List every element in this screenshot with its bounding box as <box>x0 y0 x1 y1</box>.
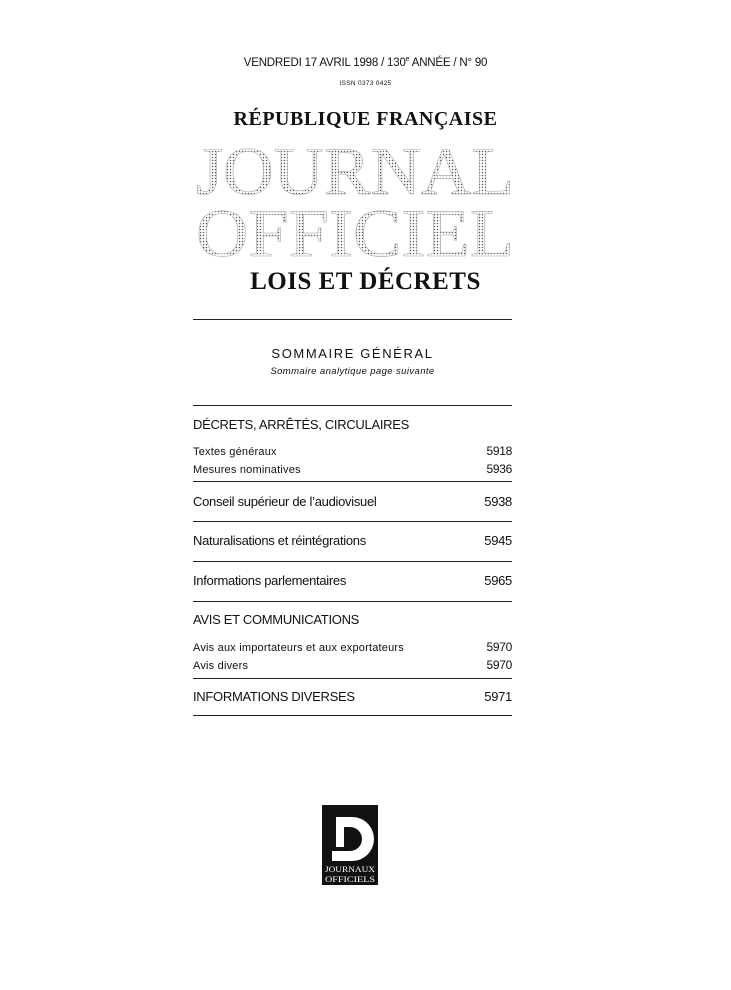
toc-page: 5971 <box>484 689 512 704</box>
toc-page: 5965 <box>484 573 512 588</box>
toc-label: INFORMATIONS DIVERSES <box>193 689 355 704</box>
toc-page: 5970 <box>486 658 512 672</box>
divider <box>193 601 512 602</box>
toc-label: Mesures nominatives <box>193 464 301 476</box>
toc-label: Informations parlementaires <box>193 573 347 588</box>
toc-label: Avis divers <box>193 660 249 672</box>
toc-label: Avis aux importateurs et aux exportateurs <box>193 642 404 654</box>
toc-row-textes-generaux[interactable] <box>193 444 512 458</box>
toc-page: 5936 <box>486 462 512 476</box>
logo-line1: JOURNAUX <box>325 864 375 874</box>
issn: ISSN 0373 0425 <box>339 80 392 87</box>
divider <box>193 405 512 406</box>
divider <box>193 678 512 679</box>
masthead-line1: JOURNAL <box>196 138 514 209</box>
toc-row-naturalisations[interactable] <box>193 533 512 548</box>
toc-page: 5918 <box>486 444 512 458</box>
toc-label: Naturalisations et réintégrations <box>193 533 366 548</box>
toc-row-avis-divers[interactable] <box>193 658 512 672</box>
dateline-main: VENDREDI 17 AVRIL 1998 / 130 <box>243 56 406 69</box>
divider <box>193 521 512 522</box>
sommaire-subtitle: Sommaire analytique page suivante <box>270 366 435 377</box>
avis-heading: AVIS ET COMMUNICATIONS <box>193 612 360 627</box>
toc-label: Conseil supérieur de l’audiovisuel <box>193 494 377 509</box>
toc-page: 5938 <box>484 494 512 509</box>
divider <box>193 319 512 320</box>
toc-page: 5945 <box>484 533 512 548</box>
republique-heading: RÉPUBLIQUE FRANÇAISE <box>233 108 498 130</box>
divider <box>193 715 512 716</box>
toc-page: 5970 <box>486 640 512 654</box>
toc-label: Textes généraux <box>193 446 277 458</box>
dateline-sup: e <box>405 56 410 63</box>
toc-row-mesures-nominatives[interactable] <box>193 462 512 476</box>
masthead-line2: OFFICIEL <box>196 195 514 260</box>
divider <box>193 561 512 562</box>
dateline <box>0 56 731 69</box>
dateline-rest: ANNÉE / N° 90 <box>409 56 488 69</box>
divider <box>193 481 512 482</box>
journal-officiel-masthead <box>190 138 520 260</box>
decrets-heading: DÉCRETS, ARRÊTÉS, CIRCULAIRES <box>193 417 409 432</box>
toc-row-parlementaires[interactable] <box>193 573 512 588</box>
toc-row-informations-diverses[interactable] <box>193 689 512 704</box>
section-title: LOIS ET DÉCRETS <box>250 268 481 295</box>
journaux-officiels-logo <box>322 805 378 885</box>
sommaire-title: SOMMAIRE GÉNÉRAL <box>271 346 434 361</box>
toc-row-csa[interactable] <box>193 494 512 509</box>
toc-row-avis-importateurs[interactable] <box>193 640 512 654</box>
logo-line2: OFFICIELS <box>325 874 376 884</box>
